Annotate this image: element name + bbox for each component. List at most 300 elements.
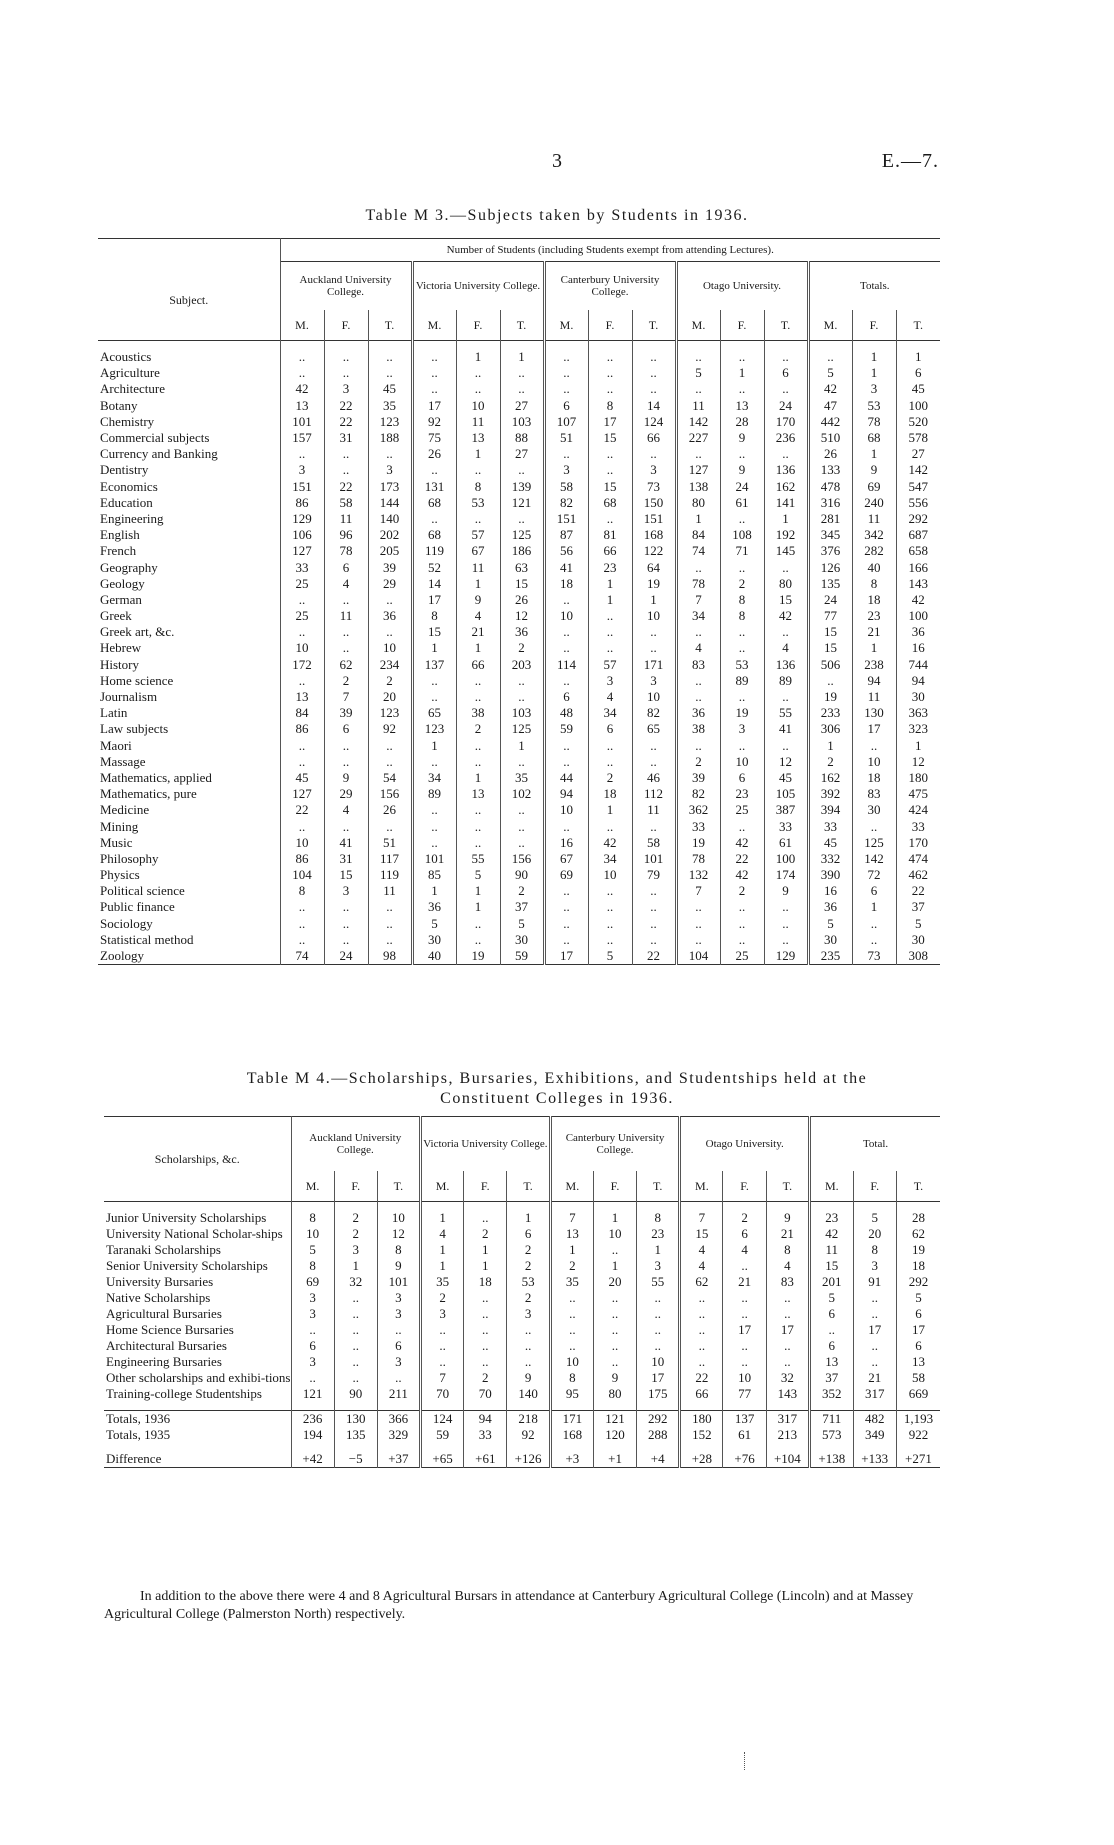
cell-value: 8 — [456, 479, 500, 495]
cell-value: +1 — [593, 1451, 636, 1468]
cell-value: 13 — [456, 430, 500, 446]
cell-value: 20 — [593, 1274, 636, 1290]
cell-value: 8 — [720, 592, 764, 608]
table-row — [98, 414, 940, 430]
cell-value: 3 — [637, 1258, 680, 1274]
table-row — [98, 657, 940, 673]
cell-value: 4 — [676, 640, 720, 656]
cell-value: 51 — [368, 835, 412, 851]
college-header-auckland: Auckland University College. — [280, 262, 412, 311]
cell-value: 13 — [550, 1226, 593, 1242]
cell-value: .. — [464, 1306, 507, 1322]
cell-value: 22 — [280, 802, 324, 818]
cell-value: 21 — [852, 624, 896, 640]
cell-value: .. — [368, 738, 412, 754]
cell-value: 86 — [280, 495, 324, 511]
cell-value: 171 — [550, 1411, 593, 1428]
cell-value: 7 — [550, 1210, 593, 1226]
cell-value: 15 — [808, 640, 852, 656]
column-header-m: M. — [680, 1171, 723, 1202]
cell-value: .. — [412, 835, 456, 851]
cell-value: 121 — [291, 1386, 334, 1402]
cell-value: 44 — [544, 770, 588, 786]
cell-value: 32 — [334, 1274, 377, 1290]
cell-value: 238 — [852, 657, 896, 673]
cell-value: 308 — [896, 948, 940, 965]
cell-value: 11 — [324, 608, 368, 624]
row-label: Senior University Scholarships — [106, 1258, 268, 1273]
cell-value: 478 — [808, 479, 852, 495]
cell-value: 45 — [764, 770, 808, 786]
cell-value: 3 — [334, 1242, 377, 1258]
cell-value: 1 — [637, 1242, 680, 1258]
cell-value: 17 — [412, 592, 456, 608]
cell-value: .. — [456, 932, 500, 948]
cell-value: 3 — [291, 1306, 334, 1322]
spacer-cell — [593, 1443, 636, 1451]
cell-value: .. — [280, 592, 324, 608]
table-row — [98, 689, 940, 705]
column-header-m: M. — [280, 310, 324, 341]
cell-value: 42 — [896, 592, 940, 608]
cell-value: 36 — [500, 624, 544, 640]
cell-value: 30 — [412, 932, 456, 948]
cell-value: 105 — [764, 786, 808, 802]
cell-value: .. — [764, 916, 808, 932]
cell-value: .. — [550, 1290, 593, 1306]
cell-value: 6 — [377, 1338, 420, 1354]
cell-value: 180 — [896, 770, 940, 786]
spacer-cell — [421, 1402, 464, 1411]
spacer-cell — [723, 1202, 766, 1211]
spacer-cell — [766, 1202, 809, 1211]
spacer-cell — [550, 1202, 593, 1211]
cell-value: .. — [720, 559, 764, 575]
cell-value: .. — [720, 624, 764, 640]
cell-value: 55 — [456, 851, 500, 867]
cell-value: .. — [593, 1306, 636, 1322]
cell-value: 17 — [544, 948, 588, 965]
table-row — [98, 608, 940, 624]
cell-value: .. — [723, 1290, 766, 1306]
cell-value: .. — [766, 1290, 809, 1306]
cell-value: .. — [852, 932, 896, 948]
cell-value: 125 — [852, 835, 896, 851]
cell-value: 123 — [412, 721, 456, 737]
cell-value: 1 — [808, 738, 852, 754]
cell-value: .. — [588, 754, 632, 770]
cell-value: 62 — [680, 1274, 723, 1290]
cell-value: 13 — [280, 398, 324, 414]
cell-value: 129 — [280, 511, 324, 527]
cell-value: 42 — [720, 835, 764, 851]
cell-value: .. — [810, 1322, 853, 1338]
cell-value: 16 — [896, 640, 940, 656]
cell-value: 36 — [412, 899, 456, 915]
cell-value: 61 — [720, 495, 764, 511]
cell-value: 236 — [764, 430, 808, 446]
cell-value: 744 — [896, 657, 940, 673]
cell-value: 292 — [896, 511, 940, 527]
cell-value: 36 — [368, 608, 412, 624]
spacer-cell — [676, 341, 720, 350]
cell-value: 124 — [632, 414, 676, 430]
row-label: Sociology — [100, 915, 153, 931]
page-number: 3 — [552, 150, 562, 172]
cell-value: 6 — [852, 883, 896, 899]
row-label: University National Scholar-ships — [106, 1226, 283, 1241]
cell-value: 7 — [324, 689, 368, 705]
row-label: Music — [100, 834, 133, 850]
cell-value: 711 — [810, 1411, 853, 1428]
spacer-cell — [507, 1202, 550, 1211]
table-row — [98, 624, 940, 640]
row-label: Mining — [100, 818, 139, 834]
cell-value: 132 — [676, 867, 720, 883]
cell-value: 100 — [896, 608, 940, 624]
cell-value: .. — [464, 1322, 507, 1338]
row-label: Agricultural Bursaries — [106, 1306, 222, 1321]
cell-value: 70 — [464, 1386, 507, 1402]
table-row — [98, 883, 940, 899]
row-label: Zoology — [100, 948, 145, 964]
cell-value: 15 — [588, 479, 632, 495]
column-header-t: T. — [766, 1171, 809, 1202]
cell-value: 74 — [280, 948, 324, 965]
page-mark — [744, 1752, 746, 1770]
cell-value: 151 — [632, 511, 676, 527]
cell-value: +126 — [507, 1451, 550, 1468]
cell-value: 71 — [720, 543, 764, 559]
cell-value: 67 — [544, 851, 588, 867]
row-label: Totals, 1935 — [106, 1427, 171, 1442]
cell-value: 38 — [456, 705, 500, 721]
cell-value: .. — [280, 446, 324, 462]
cell-value: .. — [720, 899, 764, 915]
cell-value: .. — [588, 446, 632, 462]
cell-value: 25 — [720, 948, 764, 965]
cell-value: 14 — [412, 576, 456, 592]
cell-value: .. — [421, 1338, 464, 1354]
cell-value: 5 — [853, 1210, 896, 1226]
cell-value: 150 — [632, 495, 676, 511]
cell-value: 9 — [456, 592, 500, 608]
table-row — [104, 1427, 940, 1443]
cell-value: 3 — [632, 673, 676, 689]
cell-value: .. — [588, 899, 632, 915]
column-header-f: F. — [588, 310, 632, 341]
cell-value: 8 — [588, 398, 632, 414]
spacer-cell — [680, 1202, 723, 1211]
cell-value: 13 — [810, 1354, 853, 1370]
cell-value: 95 — [550, 1386, 593, 1402]
cell-value: .. — [852, 738, 896, 754]
cell-value: 2 — [334, 1226, 377, 1242]
cell-value: .. — [593, 1290, 636, 1306]
cell-value: .. — [720, 738, 764, 754]
cell-value: 173 — [368, 479, 412, 495]
cell-value: 29 — [324, 786, 368, 802]
cell-value: 7 — [676, 883, 720, 899]
cell-value: .. — [544, 932, 588, 948]
column-header-f: F. — [593, 1171, 636, 1202]
cell-value: 8 — [550, 1370, 593, 1386]
cell-value: 8 — [291, 1210, 334, 1226]
cell-value: 2 — [507, 1258, 550, 1274]
cell-value: 104 — [676, 948, 720, 965]
cell-value: .. — [324, 624, 368, 640]
cell-value: .. — [324, 462, 368, 478]
row-label: Acoustics — [100, 349, 152, 365]
cell-value: 394 — [808, 802, 852, 818]
cell-value: 424 — [896, 802, 940, 818]
cell-value: 392 — [808, 786, 852, 802]
cell-value: 362 — [676, 802, 720, 818]
cell-value: .. — [456, 802, 500, 818]
cell-value: 39 — [676, 770, 720, 786]
spacer-cell — [766, 1402, 809, 1411]
cell-value: 35 — [500, 770, 544, 786]
cell-value: 102 — [500, 786, 544, 802]
table-row — [98, 349, 940, 365]
cell-value: 74 — [676, 543, 720, 559]
cell-value: .. — [676, 932, 720, 948]
cell-value: 30 — [896, 932, 940, 948]
college-header-canterbury: Canterbury University College. — [550, 1117, 679, 1172]
cell-value: 5 — [456, 867, 500, 883]
cell-value: 34 — [588, 705, 632, 721]
cell-value: 100 — [896, 398, 940, 414]
table-row — [98, 867, 940, 883]
cell-value: 1 — [588, 592, 632, 608]
cell-value: 2 — [507, 1242, 550, 1258]
cell-value: 9 — [766, 1210, 809, 1226]
cell-value: 30 — [896, 689, 940, 705]
row-label: Journalism — [100, 689, 158, 705]
table-row — [98, 559, 940, 575]
cell-value: 1 — [764, 511, 808, 527]
cell-value: 69 — [852, 479, 896, 495]
cell-value: .. — [500, 835, 544, 851]
cell-value: .. — [632, 640, 676, 656]
table-row — [104, 1338, 940, 1354]
cell-value: .. — [637, 1322, 680, 1338]
spacer-cell — [377, 1402, 420, 1411]
cell-value: .. — [544, 899, 588, 915]
cell-value: 8 — [853, 1242, 896, 1258]
cell-value: 83 — [676, 657, 720, 673]
cell-value: .. — [544, 818, 588, 834]
spacer-cell — [852, 341, 896, 350]
cell-value: 101 — [632, 851, 676, 867]
cell-value: 10 — [720, 754, 764, 770]
table-row — [98, 770, 940, 786]
cell-value: 47 — [808, 398, 852, 414]
cell-value: 33 — [676, 818, 720, 834]
cell-value: .. — [593, 1242, 636, 1258]
row-label: University Bursaries — [106, 1274, 214, 1289]
cell-value: 61 — [764, 835, 808, 851]
cell-value: .. — [588, 462, 632, 478]
cell-value: .. — [456, 689, 500, 705]
cell-value: .. — [720, 446, 764, 462]
cell-value: .. — [680, 1306, 723, 1322]
row-label: Greek — [100, 608, 132, 624]
cell-value: 23 — [637, 1226, 680, 1242]
table-row — [98, 479, 940, 495]
spacer-cell — [550, 1443, 593, 1451]
cell-value: 2 — [456, 721, 500, 737]
cell-value: 9 — [852, 462, 896, 478]
spacer-cell — [720, 341, 764, 350]
cell-value: 15 — [680, 1226, 723, 1242]
spacer-cell — [280, 341, 324, 350]
cell-value: 41 — [544, 559, 588, 575]
cell-value: 78 — [324, 543, 368, 559]
cell-value: 6 — [291, 1338, 334, 1354]
cell-value: 5 — [500, 916, 544, 932]
cell-value: 5 — [810, 1290, 853, 1306]
cell-value: 1 — [852, 365, 896, 381]
table-row — [98, 511, 940, 527]
table-row — [98, 851, 940, 867]
cell-value: 138 — [676, 479, 720, 495]
cell-value: 6 — [588, 721, 632, 737]
cell-value: 1 — [412, 738, 456, 754]
cell-value: 15 — [588, 430, 632, 446]
cell-value: .. — [720, 689, 764, 705]
cell-value: .. — [412, 511, 456, 527]
cell-value: .. — [464, 1290, 507, 1306]
cell-value: 174 — [764, 867, 808, 883]
cell-value: 1 — [456, 576, 500, 592]
cell-value: 1 — [456, 349, 500, 365]
cell-value: +133 — [853, 1451, 896, 1468]
cell-value: 51 — [544, 430, 588, 446]
cell-value: 23 — [810, 1210, 853, 1226]
table-m3-title: Table M 3.—Subjects taken by Students in 1936. — [365, 207, 749, 224]
column-header-m: M. — [421, 1171, 464, 1202]
cell-value: 2 — [500, 883, 544, 899]
cell-value: 90 — [500, 867, 544, 883]
cell-value: 342 — [852, 527, 896, 543]
column-header-t: T. — [368, 310, 412, 341]
cell-value: 86 — [280, 851, 324, 867]
cell-value: .. — [544, 754, 588, 770]
cell-value: 201 — [810, 1274, 853, 1290]
cell-value: .. — [368, 446, 412, 462]
cell-value: 152 — [680, 1427, 723, 1443]
row-label: Totals, 1936 — [106, 1411, 171, 1426]
table-row — [104, 1210, 940, 1226]
cell-value: 13 — [280, 689, 324, 705]
cell-value: 30 — [500, 932, 544, 948]
cell-value: .. — [368, 932, 412, 948]
cell-value: 547 — [896, 479, 940, 495]
cell-value: 9 — [377, 1258, 420, 1274]
spacer-cell — [808, 341, 852, 350]
cell-value: 140 — [368, 511, 412, 527]
cell-value: 65 — [632, 721, 676, 737]
table-row — [104, 1322, 940, 1338]
row-label: Native Scholarships — [106, 1290, 211, 1305]
cell-value: 41 — [324, 835, 368, 851]
cell-value: .. — [412, 349, 456, 365]
cell-value: .. — [412, 689, 456, 705]
cell-value: 5 — [412, 916, 456, 932]
cell-value: 87 — [544, 527, 588, 543]
cell-value: .. — [764, 689, 808, 705]
cell-value: 3 — [377, 1290, 420, 1306]
cell-value: 317 — [766, 1411, 809, 1428]
table-row — [98, 365, 940, 381]
column-header-f: F. — [334, 1171, 377, 1202]
cell-value: 6 — [507, 1226, 550, 1242]
cell-value: 8 — [637, 1210, 680, 1226]
spacer-cell — [637, 1443, 680, 1451]
cell-value: 3 — [421, 1306, 464, 1322]
cell-value: .. — [412, 381, 456, 397]
row-label: Junior University Scholarships — [106, 1210, 267, 1225]
cell-value: 16 — [808, 883, 852, 899]
cell-value: 2 — [500, 640, 544, 656]
spacer-cell — [632, 341, 676, 350]
cell-value: 18 — [852, 770, 896, 786]
cell-value: 11 — [456, 414, 500, 430]
cell-value: 12 — [896, 754, 940, 770]
cell-value: 6 — [810, 1306, 853, 1322]
cell-value: 42 — [810, 1226, 853, 1242]
cell-value: 100 — [764, 851, 808, 867]
cell-value: .. — [632, 738, 676, 754]
cell-value: 129 — [764, 948, 808, 965]
cell-value: .. — [764, 381, 808, 397]
cell-value: +65 — [421, 1451, 464, 1468]
cell-value: 18 — [588, 786, 632, 802]
cell-value: 66 — [456, 657, 500, 673]
cell-value: 349 — [853, 1427, 896, 1443]
cell-value: +28 — [680, 1451, 723, 1468]
cell-value: 1 — [852, 446, 896, 462]
cell-value: 4 — [764, 640, 808, 656]
cell-value: 42 — [588, 835, 632, 851]
table-row — [98, 802, 940, 818]
cell-value: .. — [456, 818, 500, 834]
cell-value: 3 — [280, 462, 324, 478]
cell-value: .. — [280, 818, 324, 834]
cell-value: 6 — [324, 721, 368, 737]
cell-value: 86 — [280, 721, 324, 737]
table-row — [98, 673, 940, 689]
cell-value: .. — [324, 365, 368, 381]
cell-value: 77 — [723, 1386, 766, 1402]
cell-value: 144 — [368, 495, 412, 511]
cell-value: 11 — [676, 398, 720, 414]
cell-value: 88 — [500, 430, 544, 446]
cell-value: .. — [500, 802, 544, 818]
column-header-f: F. — [723, 1171, 766, 1202]
cell-value: 1 — [456, 770, 500, 786]
cell-value: 33 — [896, 818, 940, 834]
cell-value: 2 — [808, 754, 852, 770]
college-header-totals: Totals. — [808, 262, 940, 311]
cell-value: .. — [368, 818, 412, 834]
cell-value: .. — [334, 1370, 377, 1386]
table-row — [98, 430, 940, 446]
cell-value: .. — [507, 1354, 550, 1370]
cell-value: 25 — [280, 608, 324, 624]
cell-value: .. — [544, 381, 588, 397]
